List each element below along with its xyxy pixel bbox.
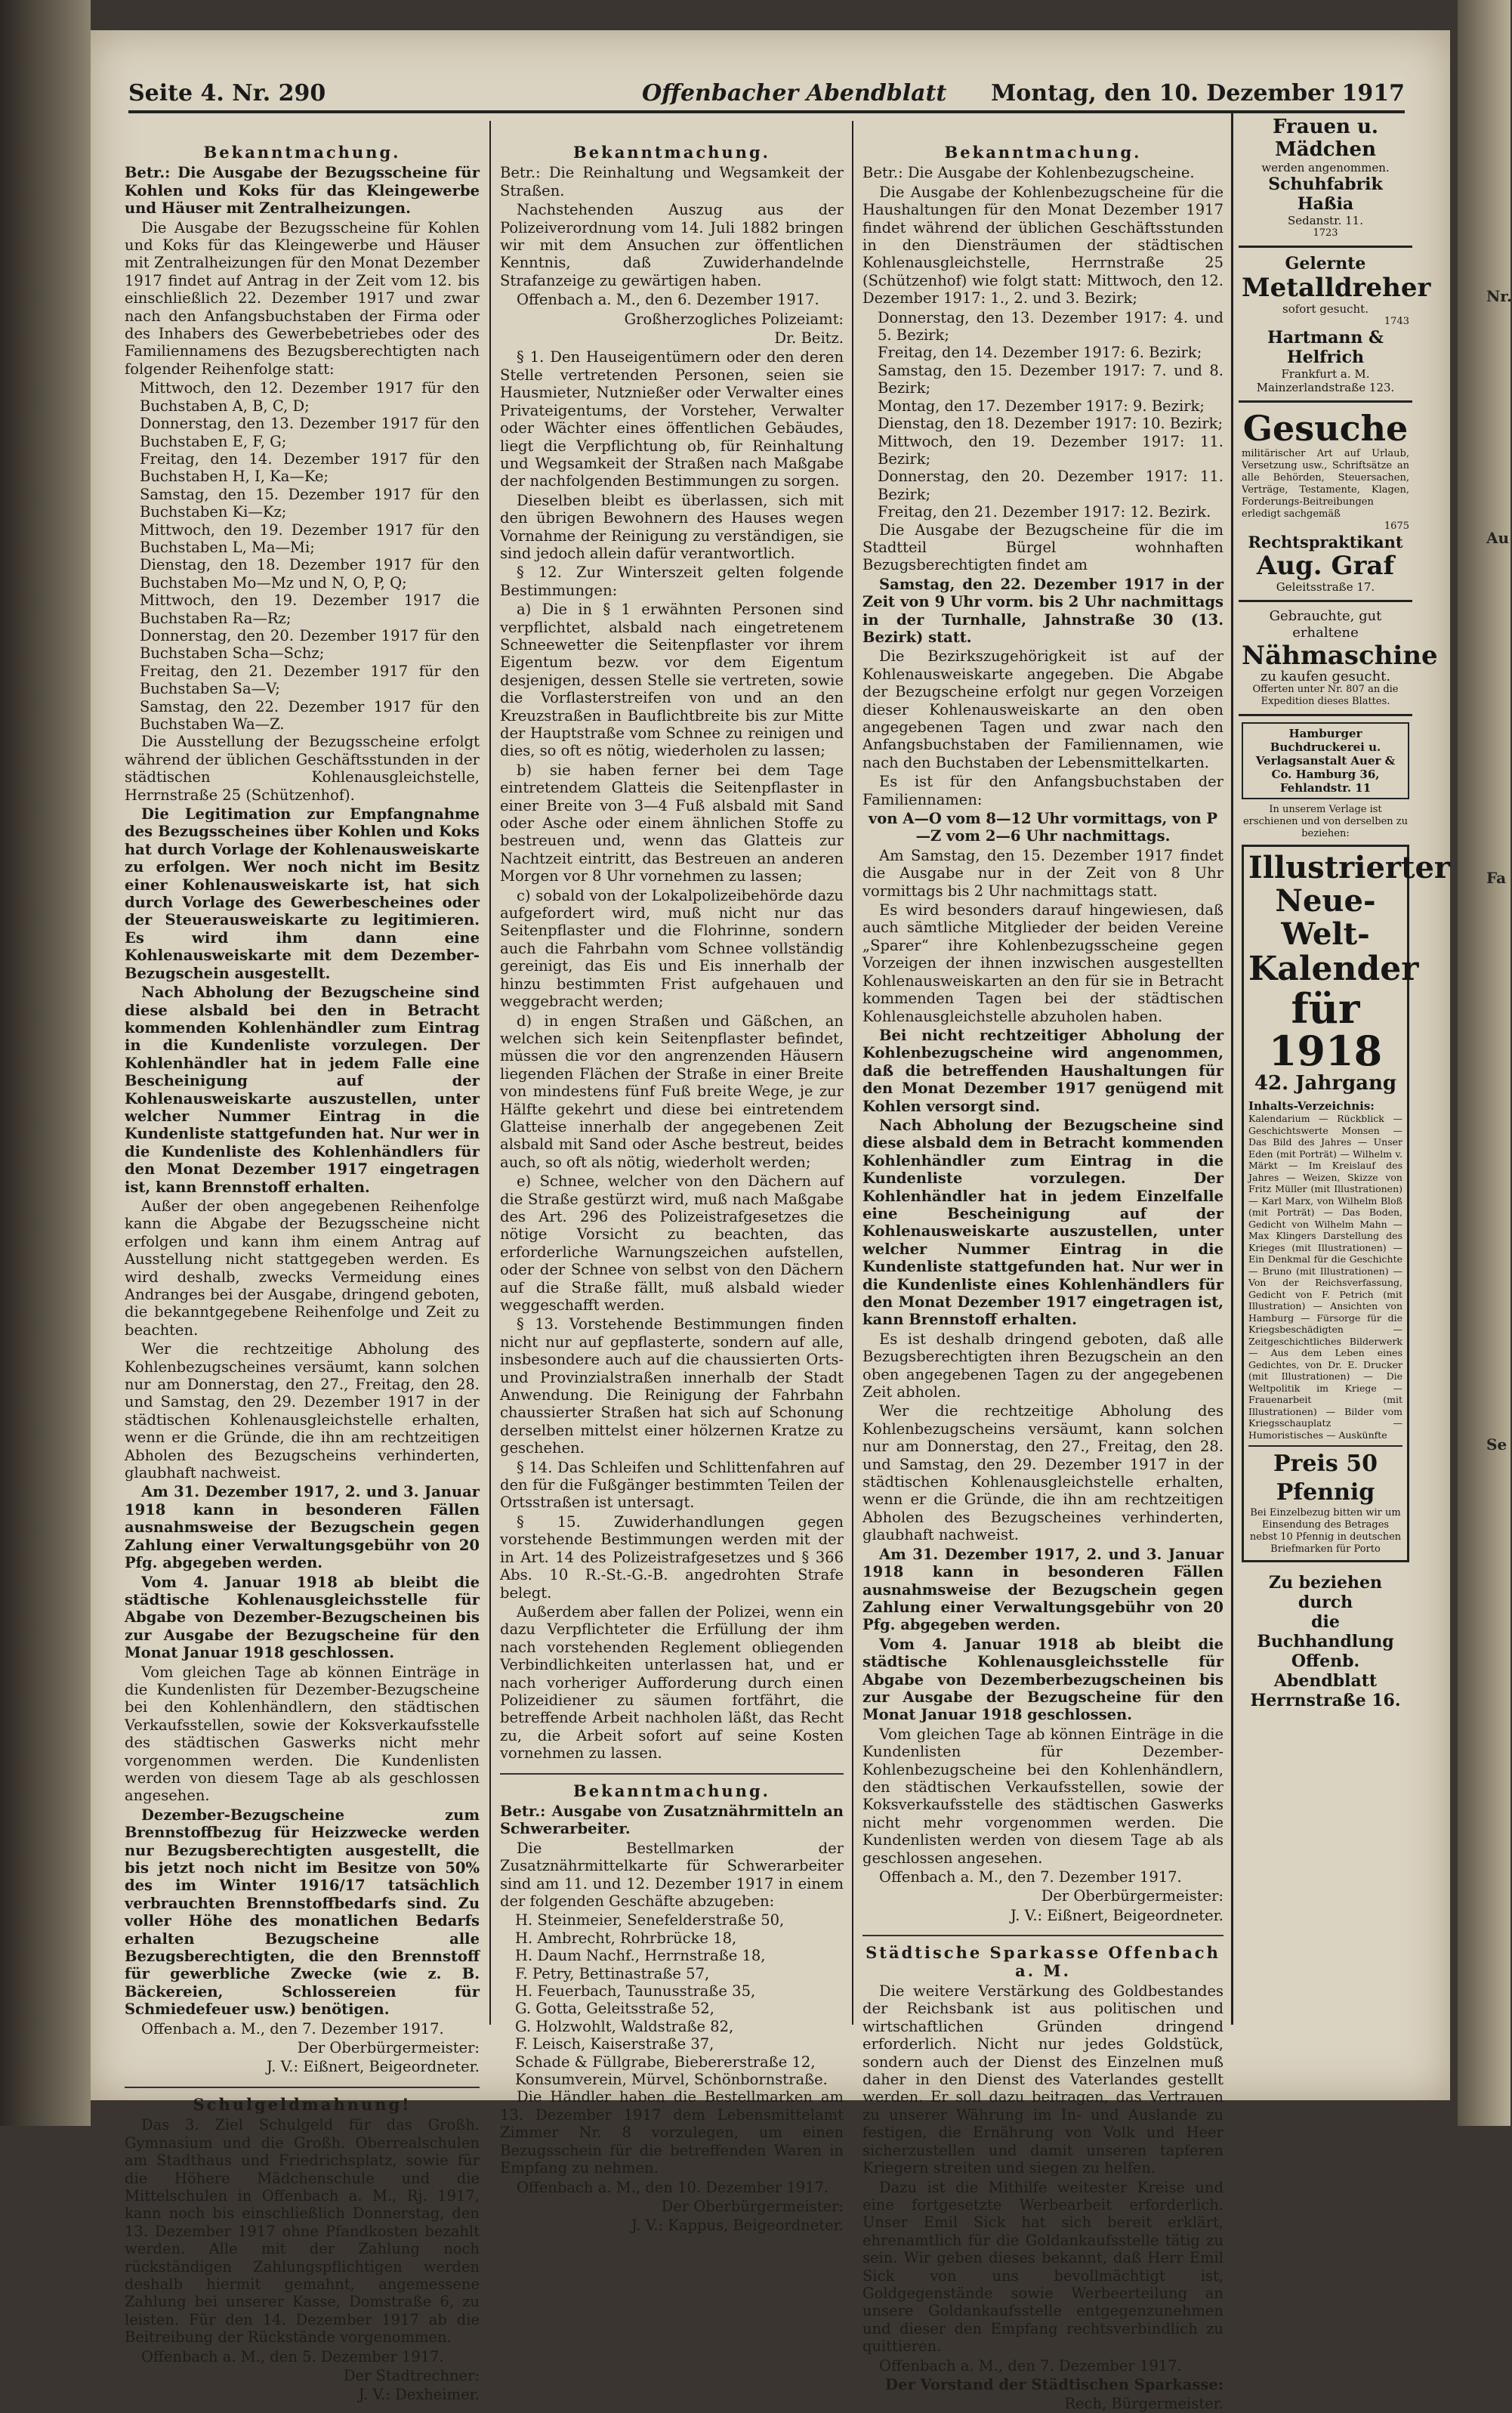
schedule-item: Donnerstag, den 13. Dezember 1917: 4. und 5. Bezirk; — [878, 308, 1223, 344]
page-number: Seite 4. Nr. 290 — [128, 80, 326, 107]
ad-pretitle: Gelernte — [1285, 254, 1366, 273]
section-rule — [862, 1935, 1223, 1936]
signature-place: Offenbach a. M., den 7. Dezember 1917. — [879, 2356, 1182, 2374]
schedule-item: Dienstag, den 18. Dezember 1917: 10. Bezirk; — [878, 415, 1223, 433]
sub-paragraph: e) Schnee, welcher von den Dächern auf die Straße gestürzt wird, muß nach Maßgabe des Art. 296 des Polizeistrafgesetzes die nötige Vorsicht zu beachten, das erforderliche Warnungszeichen aufstellen, oder der Schnee von selbst von den Dächern auf die Straße fällt, muß alsbald wieder weggeschafft werden. — [500, 1173, 844, 1314]
ad-number: 1723 — [1313, 227, 1338, 239]
signature-name: J. V.: Eißnert, Beigeordneter. — [1010, 1906, 1223, 1924]
signature-title: Der Oberbürgermeister: — [1041, 1887, 1223, 1905]
ad-kalender — [1239, 716, 1450, 1716]
schedule-item: Mittwoch, den 19. Dezember 1917 die Buchstaben Ra—Rz; — [140, 592, 480, 627]
ad-gesuche — [1239, 403, 1412, 602]
column-1 — [125, 143, 480, 2404]
shop-item: Konsumverein, Mürvel, Schönbornstraße. — [515, 2071, 828, 2089]
ad-address: Geleitsstraße 17. — [1276, 580, 1375, 594]
paragraph: Die Bestellmarken der Zusatznährmittelkarte für Schwerarbeiter sind am 11. und 12. Dezember 1917 in einem der folgenden Geschäfte abzugeben: — [500, 1839, 844, 1910]
signature-place: Offenbach a. M., den 7. Dezember 1917. — [879, 1868, 1182, 1886]
ad-text: Offenb. Abendblatt — [1273, 1651, 1378, 1691]
ad-name: Aug. Graf — [1256, 551, 1395, 581]
ad-text: die Buchhandlung — [1257, 1612, 1394, 1651]
shop-item: Schade & Füllgrabe, Biebererstraße 12, — [515, 2053, 816, 2071]
schedule-item: Freitag, den 14. Dezember 1917: 6. Bezirk; — [878, 344, 1202, 362]
paragraph: Die Ausstellung der Bezugsscheine erfolgt während der üblichen Geschäftsstunden in der städtischen Kohlenausgleichstelle, Herrnstraße 25 (Schützenhof). — [125, 733, 480, 804]
signature-name: Dr. Beitz. — [774, 329, 844, 348]
ad-text: sofort gesucht. — [1282, 302, 1369, 316]
paragraph: Am Samstag, den 15. Dezember 1917 findet die Ausgabe nur in der Zeit von 8 Uhr vormittags bis 2 Uhr nachmittags statt. — [862, 846, 1223, 900]
notice-title: Bekanntmachung. — [573, 1781, 770, 1800]
paragraph: Außerdem aber fallen der Polizei, wenn ein dazu Verpflichteter die Erfüllung der ihm nach vorstehenden Reglement obliegenden Verbindlichkeiten unterlassen hat, und er nach vorheriger Aufforderung durch einen Polizeidiener zu säumen fortfährt, die betreffende Arbeit nachholen läßt, das Recht zu, die Arbeit sofort auf seine Kosten vornehmen zu lassen. — [500, 1602, 844, 1763]
schedule-item: Freitag, den 21. Dezember 1917 für den Buchstaben Sa—V; — [140, 662, 480, 698]
shop-item: H. Daum Nachf., Herrnstraße 18, — [515, 1947, 766, 1965]
signature-name: Rech, Bürgermeister. — [1064, 2395, 1223, 2413]
ad-address: Mainzerlandstraße 123. — [1256, 381, 1395, 394]
paragraph: § 13. Vorstehende Bestimmungen finden nicht nur auf gepflasterte, sondern auf alle, insbesondere auch auf die chaussierten Orts- und Provinzialstraßen innerhalb der Stadt Anwendung. Die Reinigung der Fahrbahn chaussierter Straßen hat sich auf Schonung derselben mittelst einer hölzernen Kratze zu geschehen. — [500, 1315, 844, 1457]
adjacent-page-edge — [1458, 0, 1510, 2126]
signature-title: Der Oberbürgermeister: — [297, 2039, 480, 2057]
ad-metalldreher — [1239, 248, 1431, 403]
ad-number: 1675 — [1384, 521, 1409, 532]
schedule-item: Dienstag, den 18. Dezember 1917 für den Buchstaben Mo—Mz und N, O, P, Q; — [140, 556, 480, 592]
paragraph: Vom 4. Januar 1918 ab bleibt die städtische Kohlenausgleichsstelle für Abgabe von Dezember-Bezugscheinen bis zur Ausgabe der Bezugscheine für den Monat Januar 1918 geschlossen. — [125, 1573, 480, 1662]
paragraph: Es ist für den Anfangsbuchstaben der Familiennamen: — [862, 773, 1223, 808]
signature-title: Der Vorstand der Städtischen Sparkasse: — [885, 2375, 1223, 2393]
signature-name: J. V.: Kappus, Beigeordneter. — [631, 2217, 844, 2235]
paragraph: § 12. Zur Winterszeit gelten folgende Bestimmungen: — [500, 564, 844, 599]
paragraph: Am 31. Dezember 1917, 2. und 3. Januar 1918 kann in besonderen Fällen ausnahmsweise der Bezugschein gegen Zahlung einer Verwaltungsgebühr von 20 Pfg. abgegeben werden. — [125, 1483, 480, 1572]
signature-name: J. V.: Eißnert, Beigeordneter. — [266, 2058, 480, 2076]
notice-title: Bekanntmachung. — [944, 143, 1142, 162]
ad-contents-heading: Inhalts-Verzeichnis: — [1248, 1099, 1375, 1113]
ad-firm: Hartmann & Helfrich — [1267, 328, 1384, 367]
ad-price: Preis 50 Pfennig — [1273, 1451, 1378, 1506]
ad-title: für 1918 — [1268, 984, 1383, 1075]
book-binding — [0, 0, 91, 2126]
notice-title: Bekanntmachung. — [573, 143, 770, 162]
paragraph: von A—O vom 8—12 Uhr vormittags, von P—Z vom 2—6 Uhr nachmittags. — [868, 810, 1218, 845]
ad-title: Frauen u. Mädchen — [1273, 116, 1378, 161]
sub-paragraph: d) in engen Straßen und Gäßchen, an welchen sich kein Seitenpflaster befindet, müssen die vor den angrenzenden Häusern liegenden Flächen der Straße in einer Breite von mindestens fünf Fuß breite Wege, je zur Hälfte gekehrt und diese bei eintretendem Glatteise innerhalb der angegebenen Zeit alsbald mit Sand oder Asche bestreut, beides auch, so oft als nötig, wiederholt werden; — [500, 1012, 844, 1171]
signature-place: Offenbach a. M., den 6. Dezember 1917. — [517, 291, 819, 309]
page-header — [128, 76, 1405, 110]
section-rule — [125, 2087, 480, 2088]
paragraph: Am 31. Dezember 1917, 2. und 3. Januar 1918 kann in besonderen Fällen ausnahmsweise der Bezugschein gegen Zahlung einer Verwaltungsgebühr von 20 Pfg. abgegeben werden. — [862, 1545, 1223, 1634]
paragraph: Vom gleichen Tage ab können Einträge in die Kundenlisten für Dezember-Kohlenbezugscheine bei den Kohlenhändlern, den städtischen Verkaufsstellen, sowie der Koksverkaufsstelle des städtischen Gaswerks nicht mehr vorgenommen werden. Die Kundenlisten werden von diesem Tage ab als geschlossen angesehen. — [862, 1725, 1223, 1867]
schedule-item: Samstag, den 15. Dezember 1917: 7. und 8. Bezirk; — [878, 361, 1223, 397]
paragraph: Außer der oben angegebenen Reihenfolge kann die Abgabe der Bezugsscheine nicht erfolgen und kann ihm einem Antrag auf Ausstellung nicht stattgegeben werden. Es wird deshalb, zwecks Vermeidung eines Andranges bei der Ausgabe, dringend geboten, die bekanntgegebene Reihenfolge und Zeit zu beachten. — [125, 1197, 480, 1339]
paragraph: Es wird besonders darauf hingewiesen, daß auch sämtliche Mitglieder der beiden Vereine „Sparer“ ihre Kohlenbezugsscheine gegen Vorzeigen der ihnen inzwischen ausgestellten Kohlenausweiskarten an den für sie in Betracht kommenden Tagen bei der städtischen Kohlenausgleichstelle abzuholen haben. — [862, 901, 1223, 1025]
shop-item: G. Gotta, Geleitsstraße 52, — [515, 2000, 714, 2018]
schedule-item: Donnerstag, den 20. Dezember 1917: 11. Bezirk; — [878, 468, 1223, 503]
newspaper-name: Offenbacher Abendblatt — [642, 80, 947, 107]
column-3 — [862, 143, 1223, 2413]
notice-title: Städtische Sparkasse Offenbach a. M. — [866, 1943, 1220, 1980]
schedule-item: Donnerstag, den 20. Dezember 1917 für den Buchstaben Scha—Schz; — [140, 626, 480, 663]
schedule-item: Samstag, den 22. Dezember 1917 für den Buchstaben Wa—Z. — [140, 697, 480, 733]
ad-text: Zu beziehen durch — [1269, 1573, 1382, 1612]
signature-place: Offenbach a. M., den 7. Dezember 1917. — [141, 2019, 444, 2038]
notice-subject: Betr.: Die Ausgabe der Bezugsscheine für Kohlen und Koks für das Kleingewerbe und Häuser mit Zentralheizungen. — [125, 164, 480, 218]
shop-item: G. Holzwohlt, Waldstraße 82, — [515, 2017, 734, 2035]
ad-title: Illustrierter — [1248, 850, 1450, 885]
header-rule — [128, 110, 1405, 113]
ad-title: Gesuche — [1242, 408, 1409, 449]
adjacent-page-text: Fa — [1486, 869, 1507, 887]
adjacent-page-text: Se — [1486, 1435, 1507, 1454]
ad-title: Kalender — [1248, 950, 1419, 988]
column-divider — [489, 121, 491, 2025]
shop-item: F. Petry, Bettinastraße 57, — [515, 1964, 710, 1982]
paragraph: § 15. Zuwiderhandlungen gegen vorstehende Bestimmungen werden mit der in Art. 14 des Polizeistrafgesetzes und § 366 Abs. 10 R.-St.-G.-B. angedrohten Strafe belegt. — [500, 1512, 844, 1602]
column-2 — [500, 143, 844, 2235]
paragraph: Wer die rechtzeitige Abholung des Kohlenbezugscheins versäumt, kann solchen nur am Donnerstag, den 27., Freitag, den 28. und Samstag, den 29. Dezember 1917 in der städtischen Kohlenausgleichstelle erhalten, wenn er die Gründe, die ihn am rechtzeitigen Abholen des Bezugscheines verhinderten, glaubhaft nachweist. — [862, 1402, 1223, 1544]
signature-title: Der Stadtrechner: — [343, 2366, 480, 2384]
sub-paragraph: b) sie haben ferner bei dem Tage eintretendem Glatteis die Seitenpflaster in einer Breite von 3—4 Fuß alsbald mit Sand oder Asche oder einem ähnlichen Stoffe zu bestreuen und, wenn das Glatteis zur Nachtzeit eintritt, das Bestreuen an anderen Morgen vor 8 Uhr vornehmen zu lassen; — [500, 761, 844, 885]
shop-item: H. Feuerbach, Taunusstraße 35, — [515, 1982, 756, 2001]
ad-number: 1743 — [1384, 316, 1409, 327]
schedule-item: Mittwoch, den 19. Dezember 1917 für den Buchstaben L, Ma—Mi; — [140, 521, 480, 556]
signature-place: Offenbach a. M., den 5. Dezember 1917. — [141, 2347, 444, 2365]
schedule-item: Samstag, den 15. Dezember 1917 für den Buchstaben Ki—Kz; — [140, 485, 480, 521]
signature-title: Der Oberbürgermeister: — [661, 2197, 844, 2215]
schedule-item: Montag, den 17. Dezember 1917: 9. Bezirk; — [878, 397, 1205, 415]
paragraph: Nachstehenden Auszug aus der Polizeiverordnung vom 14. Juli 1882 bringen wir mit dem Ansuchen zur öffentlichen Kenntnis, daß Zuwiderhandelnde Strafanzeige zu gewärtigen haben. — [500, 201, 844, 289]
ad-title: Neue-Welt- — [1275, 883, 1376, 952]
sub-paragraph: c) sobald von der Lokalpolizeibehörde dazu aufgefordert wird, muß nicht nur das Seitenpflaster und die Flohrinne, sondern auch die Fahrbahn vom Schnee vollständig gereinigt, das Eis und Eis innerhalb der hinzu bestimmten Frist aufgehauen und weggebracht werden; — [500, 886, 844, 1011]
paragraph: § 14. Das Schleifen und Schlittenfahren auf den für die Fußgänger bestimmten Teilen der Ortsstraßen ist untersagt. — [500, 1458, 844, 1512]
shop-item: H. Ambrecht, Rohrbrücke 18, — [515, 1929, 737, 1947]
paragraph: Die Legitimation zur Empfangnahme des Bezugsscheines über Kohlen und Koks hat durch Vorlage der Kohlenausweiskarte zu erfolgen. Wer noch nicht im Besitz einer Kohlenausweiskarte ist, hat sich durch Vorlage des Gewerbescheines oder der Steuerausweiskarte zu legitimieren. Es wird ihm dann eine Kohlenausweiskarte mit dem Dezember-Bezugschein ausgestellt. — [125, 805, 480, 982]
adjacent-page-text: Nr. — [1486, 287, 1512, 305]
schedule-item: Freitag, den 14. Dezember 1917 für den Buchstaben H, I, Ka—Ke; — [140, 450, 480, 486]
notice-subject: Betr.: Ausgabe von Zusatznährmitteln an Schwerarbeiter. — [500, 1802, 844, 1838]
paragraph: Die Bezirkszugehörigkeit ist auf der Kohlenausweiskarte angegeben. Die Abgabe der Bezugscheine erfolgt nur gegen Vorzeigen dieser Kohlenausweiskarte an den oben angegebenen Tagen und zwar nach den Anfangsbuchstaben der Familiennamen, wie nach den Buchstaben der Lebensmittelkarten. — [862, 647, 1223, 771]
paragraph: Die Ausgabe der Bezugsscheine für Kohlen und Koks für das Kleingewerbe und Häuser mit Zentralheizungen für den Monat Dezember 1917 findet auf Antrag in der Zeit vom 12. bis einschließlich 22. Dezember 1917 und zwar nach den Anfangsbuchstaben der Firma oder des Inhabers des Gewerbebetriebes oder des Familiennamens des Bezugsberechtigten nach folgender Reihenfolge statt: — [125, 218, 480, 378]
paragraph: Bei nicht rechtzeitiger Abholung der Kohlenbezugscheine wird angenommen, daß die betreffenden Haushaltungen für den Monat Dezember 1917 genügend mit Kohlen versorgt sind. — [862, 1026, 1223, 1115]
paragraph: Wer die rechtzeitige Abholung des Kohlenbezugscheines versäumt, kann solchen nur am Donnerstag, den 27., Freitag, den 28. und Samstag, den 29. Dezember 1917 in der städtischen Kohlenausgleichstelle erhalten, wenn er die Gründe, die ihn am rechtzeitigen Abholen des Bezugscheins verhinderten, glaubhaft nachweist. — [125, 1340, 480, 1482]
paragraph: Samstag, den 22. Dezember 1917 in der Zeit von 9 Uhr vorm. bis 2 Uhr nachmittags in der Turnhalle, Jahnstraße 30 (13. Bezirk) statt. — [862, 575, 1223, 646]
advertisement-column — [1239, 110, 1450, 2021]
ad-pretitle: Gebrauchte, gut erhaltene — [1269, 608, 1382, 641]
sub-paragraph: a) Die in § 1 erwähnten Personen sind verpflichtet, alsbald nach eingetretenem Schneewetter die Seitenpflaster vor ihrem Eigentum bezw. vor dem Eigentum desjenigen, dessen Stelle sie vertreten, sowie die Vorflasterstreifen von und an den Kreuzstraßen in Bauflichtbreite bis zur Mitte der Hauptstraße vom Schnee zu reinigen und dies, so oft es nötig, wiederholen zu lassen; — [500, 601, 844, 760]
paragraph: Vom gleichen Tage ab können Einträge in die Kundenlisten für Dezember-Bezugscheine bei den Kohlenhändlern, den städtischen Verkaufsstellen, sowie der Koksverkaufsstelle des städtischen Gaswerks nicht mehr vorgenommen werden. Die Kundenlisten werden von diesem Tage ab als geschlossen angesehen. — [125, 1663, 480, 1805]
calendar-box — [1242, 845, 1450, 1562]
notice-title: Schulgeldmahnung! — [193, 2094, 412, 2114]
paragraph: Dieselben bleibt es überlassen, sich mit den übrigen Bewohnern des Hauses wegen Vornahme der Reinigung zu verständigen, sie sind jedoch allein dafür verantwortlich. — [500, 491, 844, 562]
ad-naehmaschine — [1239, 602, 1438, 716]
notice-subject: Betr.: Die Reinhaltung und Wegsamkeit der Straßen. — [500, 164, 844, 199]
schedule-item: Mittwoch, den 19. Dezember 1917: 11. Bezirk; — [878, 432, 1223, 468]
ad-text: militärischer Art auf Urlaub, Versetzung usw., Schriftsätze an alle Behörden, Steuersachen, Verträge, Testamente, Klagen, Forderungs-Beitreibungen erledigt sachgemäß — [1242, 448, 1409, 520]
notice-title: Bekanntmachung. — [203, 143, 401, 162]
paragraph: Dazu ist die Mithilfe weitester Kreise und eine fortgesetzte Werbearbeit erforderlich. Unser Emil Sick hat sich bereit erklärt, ehrenamtlich für die Goldankaufsstelle tätig zu sein. Wir geben dieses bekannt, daß Herr Emil Sick von uns bevollmächtigt ist, Goldgegenstände sowie Werbeerteilung an unsere Goldankaufsstelle entgegenzunehmen und dieser den Empfang rechtsverbindlich zu quittieren. — [862, 2178, 1223, 2356]
shop-item: H. Steinmeier, Senefelderstraße 50, — [515, 1911, 785, 1929]
signature-name: J. V.: Dexheimer. — [358, 2386, 480, 2404]
paragraph: Nach Abholung der Bezugscheine sind diese alsbald bei den in Betracht kommenden Kohlenhändler zum Eintrag in die Kundenliste vorzulegen. Der Kohlenhändler hat in jedem Falle eine Bescheinigung auf der Kohlenausweiskarte auszustellen, unter welcher Nummer Eintrag in die Kundenliste stattgefunden hat. Nur wer in die Kundenliste des Kohlenhändlers für den Monat Dezember 1917 eingetragen ist, kann Brennstoff erhalten. — [125, 984, 480, 1196]
paragraph: Die weitere Verstärkung des Goldbestandes der Reichsbank ist aus politischen und wirtschaftlichen Gründen dringend erforderlich. Nicht nur jedes Goldstück, sondern auch der Dienst des Einzelnen muß daher in den Dienst des Vaterlandes gestellt werden. Er soll dazu beitragen, das Vertrauen zu unserer Währung im In- und Auslande zu festigen, die Ernährung von Volk und Heer sicherzustellen und damit unseren tapferen Kriegern streiten und siegen zu helfen. — [862, 1982, 1223, 2177]
signature-title: Großherzogliches Polizeiamt: — [624, 310, 844, 328]
ad-text: Herrnstraße 16. — [1250, 1691, 1401, 1710]
column-divider — [852, 121, 853, 2025]
ad-text: werden angenommen. — [1261, 161, 1390, 175]
notice-subject: Betr.: Die Ausgabe der Kohlenbezugscheine. — [862, 164, 1195, 182]
ad-firm: Schuhfabrik Haßia — [1268, 175, 1383, 214]
ad-title: Nähmaschine — [1242, 641, 1438, 671]
ad-year: 42. Jahrgang — [1254, 1072, 1397, 1095]
ad-text: In unserem Verlage ist erschienen und von derselben zu beziehen: — [1242, 804, 1409, 839]
ad-address: Sedanstr. 11. — [1288, 214, 1363, 227]
ad-city: Frankfurt a. M. — [1281, 367, 1370, 381]
ad-text: zu kaufen gesucht. — [1260, 669, 1391, 684]
paragraph: Nach Abholung der Bezugscheine sind diese alsbald dem in Betracht kommenden Kohlenhändler zum Eintrag in die Kundenliste vorzulegen. Der Kohlenhändler hat in jedem Einzelfalle eine Bescheinigung auf der Kohlenausweiskarte auszustellen, unter welcher Nummer Eintrag in die Kundenliste stattgefunden hat. Nur wer in die Kundenliste eines Kohlenhändlers für den Monat Dezember 1917 eingetragen ist, kann Brennstoff erhalten. — [862, 1116, 1223, 1329]
ad-frauen — [1239, 110, 1412, 248]
ad-contents: Kalendarium — Rückblick — Geschichtswerte Monsen — Das Bild des Jahres — Unser Eden (mit Porträt) — Wilhelm v. Märkt — Im Kreislauf des Jahres — Weizen, Skizze von Fritz Müller (mit Illustrationen) — Karl Marx, von Wilhelm Bloß (mit Porträt) — Das Boden, Gedicht von Wilhelm Mahn — Max Klingers Darstellung des Krieges (mit Illustrationen) — Ein Denkmal für die Geschichte — Bruno (mit Illustrationen) — Von der Reichsverfassung, Gedicht von F. Petrich (mit Illustration) — Ansichten von Hamburg — Fürsorge für die Kriegsbeschädigten — Zeitgeschichtliches Bilderwerk — Aus dem Leben eines Gedichtes, von Dr. E. Drucker (mit Illustrationen) — Die Weltpolitik im Kriege — Frauenarbeit (mit Illustrationen) — Bilder vom Kriegsschauplatz — Humoristisches — Auskünfte — [1248, 1113, 1402, 1441]
paragraph: Vom 4. Januar 1918 ab bleibt die städtische Kohlenausgleichsstelle für Abgabe von Dezemberbezugscheinen bis zur Ausgabe der Bezugscheine für den Monat Januar 1918 geschlossen. — [862, 1635, 1223, 1724]
paragraph: Die Ausgabe der Kohlenbezugscheine für die Haushaltungen für den Monat Dezember 1917 findet während der üblichen Geschäftsstunden in den Diensträumen der städtischen Kohlenausgleichstelle, Herrnstraße 25 (Schützenhof) wie folgt statt: Mittwoch, den 12. Dezember 1917: 1., 2. und 3. Bezirk; — [862, 183, 1223, 307]
ad-price-note: Bei Einzelbezug bitten wir um Einsendung des Betrages nebst 10 Pfennig in deutschen Briefmarken für Porto — [1249, 1507, 1402, 1555]
paragraph: Das 3. Ziel Schulgeld für das Großh. Gymnasium und die Großh. Oberrealschulen am Stadthaus und Friedrichsplatz, sowie für die Höhere Mädchenschule und die Mittelschulen in Offenbach a. M., Rj. 1917, kann noch bis einschließlich Donnerstag, den 13. Dezember 1917 ohne Pfandkosten bezahlt werden. Alle mit der Zahlung noch rückständigen Zahlungspflichtigen werden deshalb hiermit gemahnt, angemessene Zahlung bei unserer Kasse, Domstraße 6, zu leisten. Für den 14. Dezember 1917 ab die Beitreibung der Rückstände vorgenommen. — [125, 2116, 480, 2347]
paragraph: Die Ausgabe der Bezugscheine für die im Stadtteil Bürgel wohnhaften Bezugsberechtigten findet am — [862, 521, 1223, 574]
signature-place: Offenbach a. M., den 10. Dezember 1917. — [517, 2178, 829, 2196]
paragraph: Es ist deshalb dringend geboten, daß alle Bezugsberechtigten ihren Bezugschein an den oben angegebenen Tagen zu der angegebenen Zeit abholen. — [862, 1330, 1223, 1401]
schedule-item: Freitag, den 21. Dezember 1917: 12. Bezirk. — [878, 503, 1211, 521]
paragraph: Die Händler haben die Bestellmarken am 13. Dezember 1917 dem Lebensmittelamt Zimmer Nr. 8 vorzulegen, um einen Bezugsschein für die betreffenden Waren in Empfang zu nehmen. — [500, 2088, 844, 2177]
schedule-item: Donnerstag, den 13. Dezember 1917 für den Buchstaben E, F, G; — [140, 415, 480, 450]
issue-date: Montag, den 10. Dezember 1917 — [991, 80, 1405, 107]
shop-item: F. Leisch, Kaiserstraße 37, — [515, 2035, 714, 2053]
ad-publisher: Hamburger Buchdruckerei u. Verlagsanstalt Auer & Co. Hamburg 36, Fehlandstr. 11 — [1242, 722, 1409, 799]
adjacent-page-text: Au — [1486, 529, 1510, 547]
ad-text: Offerten unter Nr. 807 an die Expedition dieses Blattes. — [1252, 684, 1399, 707]
column-divider — [1231, 113, 1233, 2025]
section-rule — [500, 1773, 844, 1775]
paragraph: Dezember-Bezugscheine zum Brennstoffbezug für Heizzwecke werden nur Bezugsberechtigten ausgestellt, die bis jetzt noch nicht im Besitze von 50% des im Winter 1916/17 tatsächlich verbrauchten Brennstoffbedarfs sind. Zu voller Höhe des monatlichen Bedarfs erhalten Bezugscheine alle Bezugsberechtigten, die den Brennstoff für gewerbliche Zwecke (wie z. B. Bäckereien, Schlossereien für Schmiedefeuer usw.) benötigen. — [125, 1806, 480, 2019]
ad-job: Rechtspraktikant — [1248, 533, 1403, 551]
paragraph: § 1. Den Hauseigentümern oder den deren Stelle vertretenden Personen, seien sie Hausmieter, Nutznießer oder Verwalter eines Privateigentums, der Vorsteher, Verwalter oder Wächter eines öffentlichen Gebäudes, liegt die Verpflichtung ob, für Reinhaltung und Wegsamkeit der Straßen nach Maßgabe der nachfolgenden Bestimmungen zu sorgen. — [500, 348, 844, 490]
schedule-item: Mittwoch, den 12. Dezember 1917 für den Buchstaben A, B, C, D; — [140, 379, 480, 415]
ad-title: Metalldreher — [1242, 273, 1431, 303]
